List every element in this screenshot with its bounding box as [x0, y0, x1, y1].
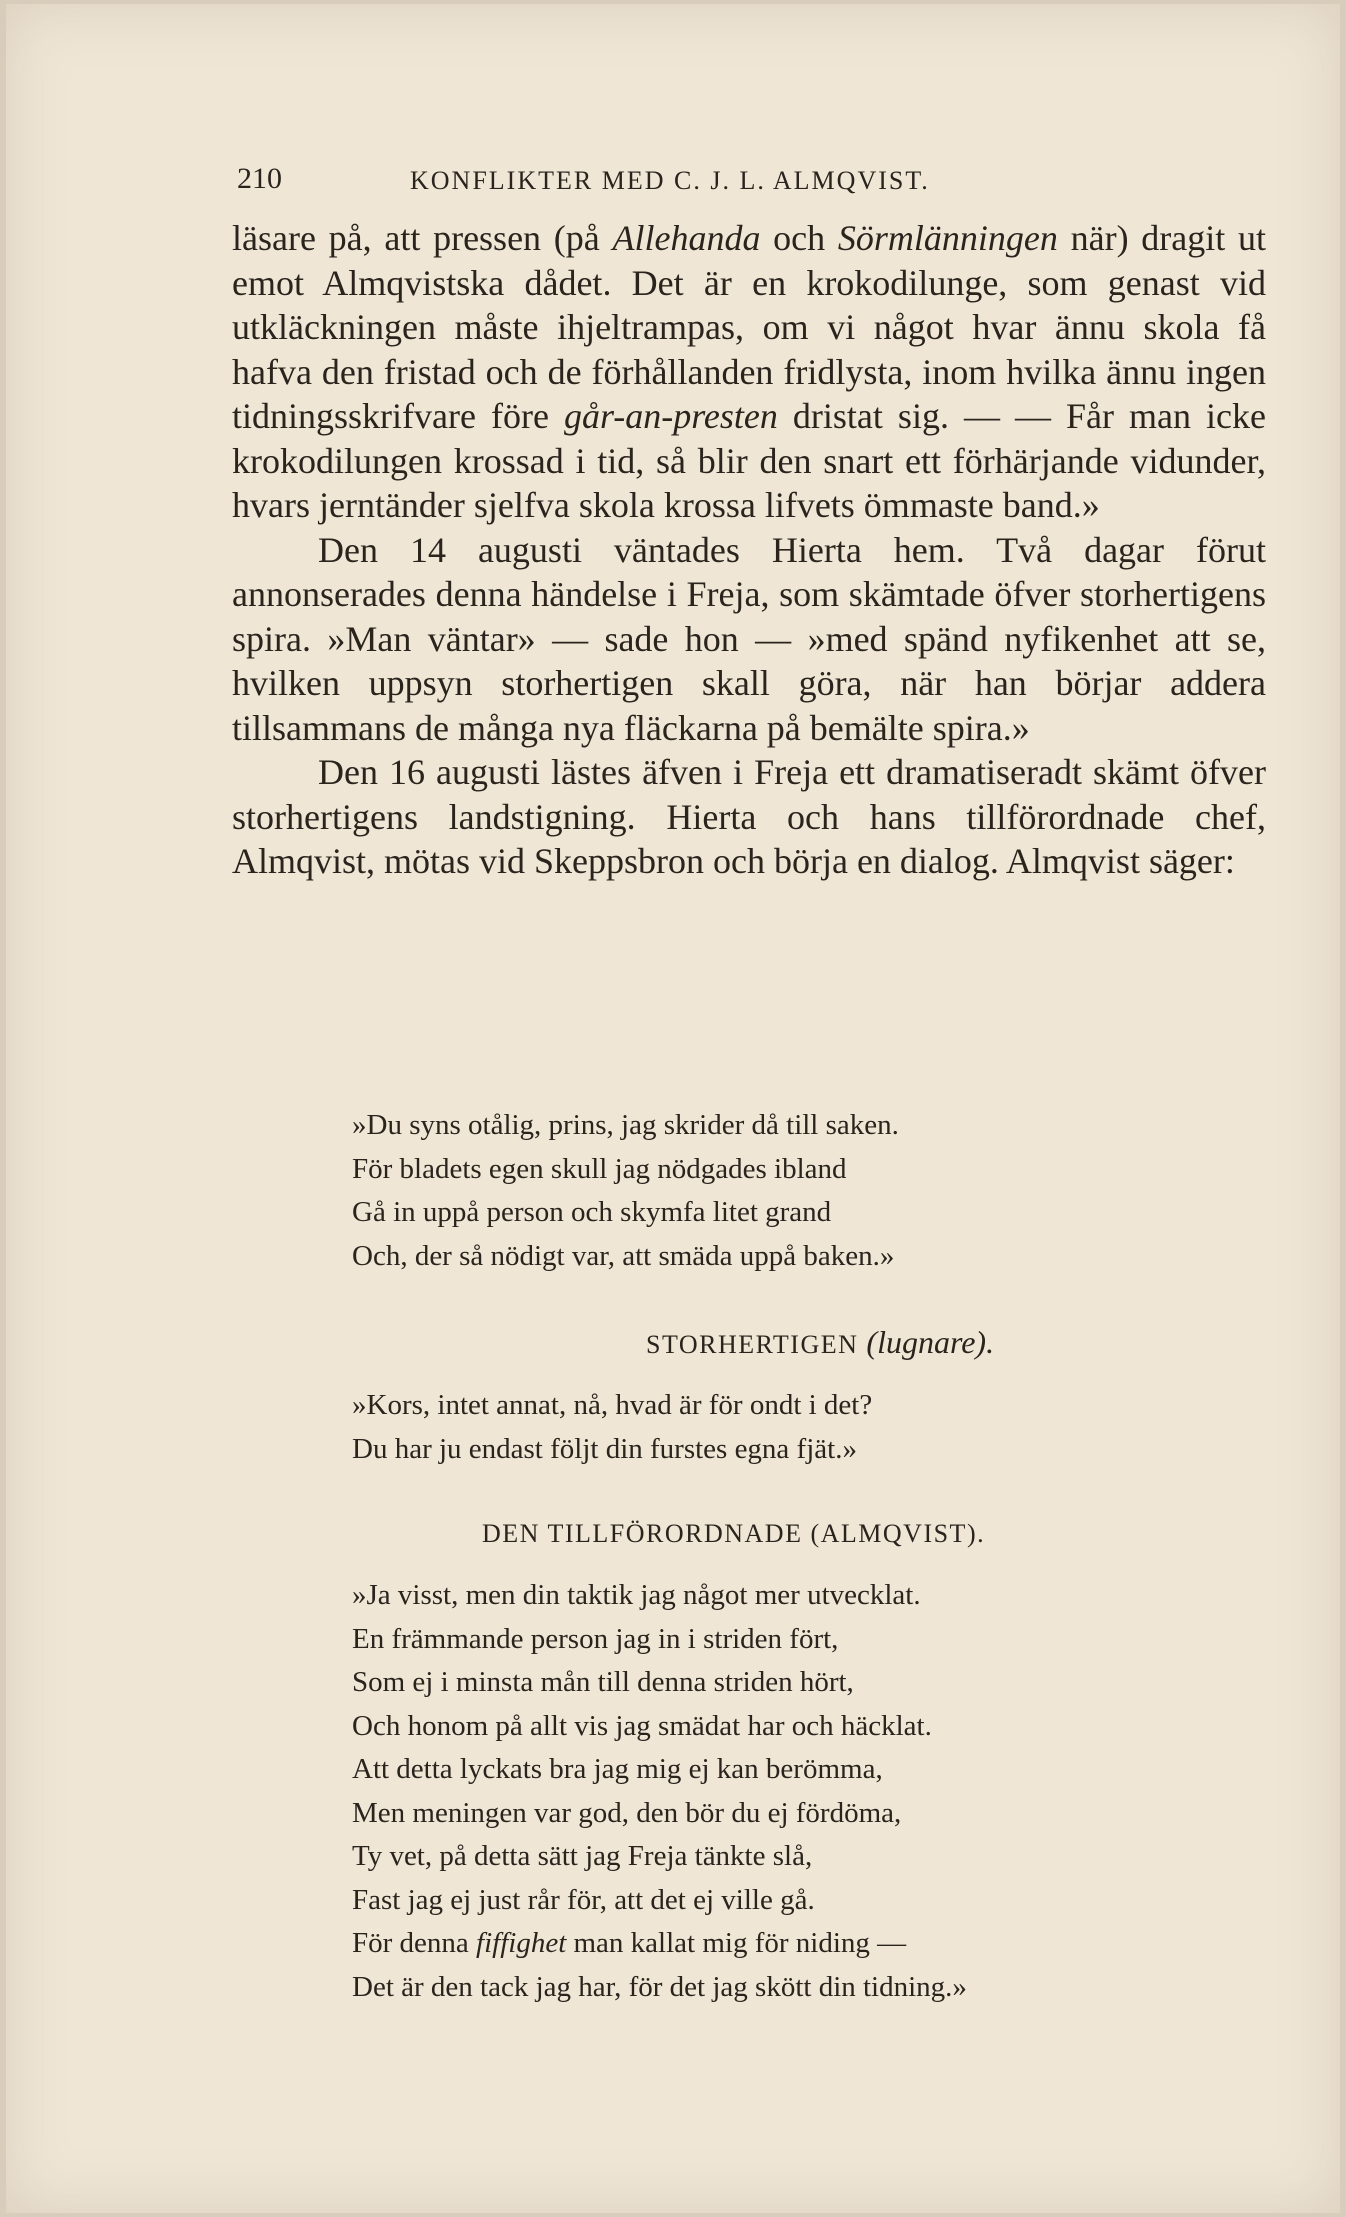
verse-line: För bladets egen skull jag nödgades ibland — [352, 1152, 847, 1185]
verse-line: Att detta lyckats bra jag mig ej kan berömma, — [352, 1753, 883, 1785]
verse-line: För denna fiffighet man kallat mig för niding — — [352, 1927, 907, 1959]
verse-line: Gå in uppå person och skymfa litet grand — [352, 1196, 832, 1228]
paragraph-quote-end: läsare på, att pressen (på Allehanda och Sörmlänningen när) dragit ut emot Almqvistska dådet. Det är en krokodilunge, som genast vid utkläckningen måste ihjeltrampas, om vi något hvar ännu skola få hafva den fristad och de förhållanden fridlysta, inom hvilka ännu ingen tidningsskrifvare före går-an-presten dristat sig. — — Får man icke krokodilungen krossad i tid, så blir den snart ett förhärjande vidunder, hvars jerntänder sjelfva skola krossa lifvets ömmaste band.» — [232, 218, 1267, 525]
speaker-tillforordnade: DEN TILLFÖRORDNADE (ALMQVIST). — [482, 1519, 986, 1548]
verse-storhertigen — [352, 1384, 1252, 1471]
verse-line: »Kors, intet annat, nå, hvad är för ondt i det? — [352, 1389, 873, 1421]
verse-line: Och honom på allt vis jag smädat har och häcklat. — [352, 1709, 932, 1742]
paragraph-dramatised-jest: Den 16 augusti lästes äfven i Freja ett dramatiseradt skämt öfver storhertigens landstigning. Hierta och hans tillförordnade chef, Almqvist, mötas vid Skeppsbron och börja en dialog. Almqvist säger: — [232, 752, 1266, 881]
verse-almqvist-1 — [352, 1104, 1252, 1278]
verse-line: Det är den tack jag har, för det jag skött din tidning.» — [352, 1970, 967, 2003]
verse-line: Men meningen var god, den bör du ej fördöma, — [352, 1796, 902, 1829]
running-title: KONFLIKTER MED C. J. L. ALMQVIST. — [410, 166, 930, 195]
verse-line: Fast jag ej just rår för, att det ej ville gå. — [352, 1883, 815, 1916]
page-number: 210 — [237, 162, 282, 195]
verse-line: »Du syns otålig, prins, jag skrider då till saken. — [352, 1109, 899, 1141]
verse-line: Du har ju endast följt din furstes egna fjät.» — [352, 1432, 857, 1465]
verse-line: Ty vet, på detta sätt jag Freja tänkte slå, — [352, 1840, 813, 1872]
book-page — [6, 4, 1340, 2213]
page-header — [237, 162, 1077, 202]
paragraph-hierta-return: Den 14 augusti väntades Hierta hem. Två dagar förut annonserades denna händelse i Freja, som skämtade öfver storhertigens spira. »Man väntar» — sade hon — »med spänd nyfikenhet att se, hvilken uppsyn storhertigen skall göra, när han börjar addera tillsammans de många nya fläckarna på bemälte spira.» — [232, 529, 1266, 748]
verse-line: En främmande person jag in i striden fört, — [352, 1622, 839, 1655]
verse-almqvist-2 — [352, 1574, 1252, 2009]
verse-line: »Ja visst, men din taktik jag något mer utvecklat. — [352, 1579, 921, 1611]
speaker-storhertigen: STORHERTIGEN (lugnare). — [646, 1324, 995, 1360]
verse-line: Och, der så nödigt var, att smäda uppå baken.» — [352, 1239, 895, 1272]
body-text — [232, 216, 1266, 884]
verse-line: Som ej i minsta mån till denna striden hört, — [352, 1666, 854, 1698]
